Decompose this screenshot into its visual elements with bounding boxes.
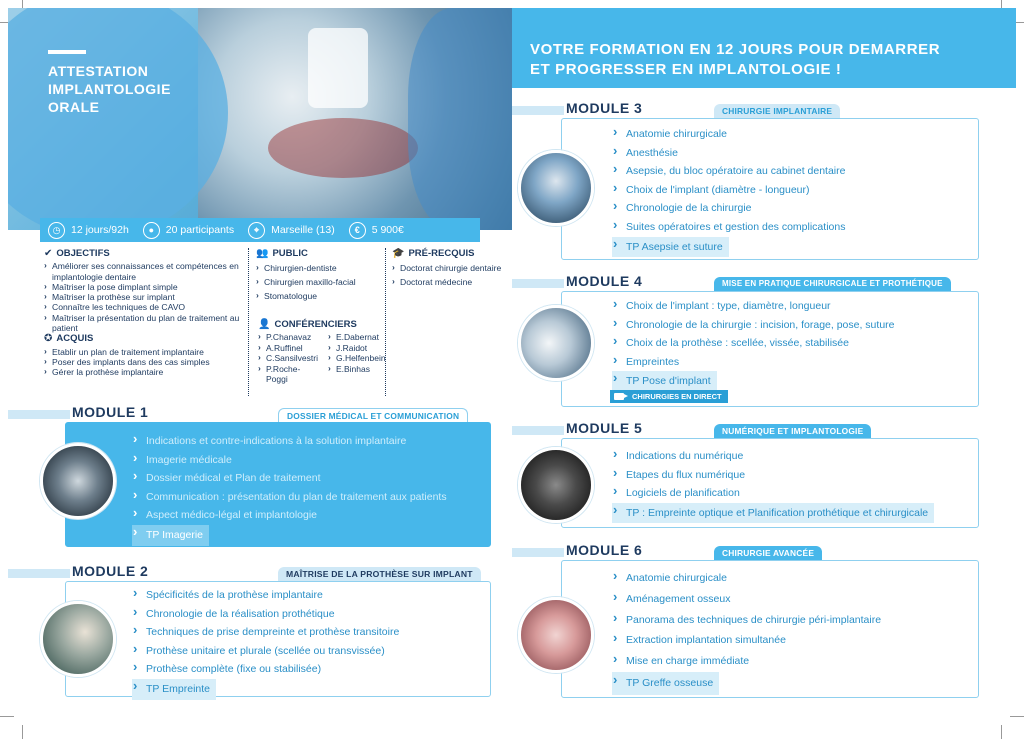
list-item: › Indications du numérique [612,447,934,466]
module-2-box [65,581,491,697]
euro-icon: € [349,222,366,239]
info-bar [40,218,480,242]
crop-mark [1010,716,1024,717]
module-2-header [8,563,208,580]
list-item: › Logiciels de planification [612,484,934,503]
list-item: › Chirurgien maxillo-facial [256,275,381,289]
speaker-name: › J.Raidot [328,343,386,354]
list-item: › Choix de l'implant (diamètre - longueur) [612,181,845,200]
public-section: 👥 PUBLIC › Chirurgien-dentiste › Chirurgien maxillo-facial › Stomatologue [256,249,381,303]
module-tag: NUMÉRIQUE ET IMPLANTOLOGIE [714,424,871,438]
list-item: › Doctorat médecine [392,275,510,289]
module-4-header [512,273,712,290]
module-tag: CHIRURGIE IMPLANTAIRE [714,104,840,118]
list-item: › Extraction implantation simultanée [612,630,881,651]
prerequis-section: 🎓 PRÉ-RECQUIS › Doctorat chirurgie dentaire › Doctorat médecine [392,249,510,289]
list-item: › Communication : présentation du plan de traitement aux patients [132,488,447,507]
tp-badge: › TP Asepsie et suture [612,237,729,258]
list-item: › Spécificités de la prothèse implantaire [132,586,399,605]
list-item: › Imagerie médicale [132,451,447,470]
module-6-header [512,542,712,559]
video-camera-icon [614,393,624,400]
list-item: › Doctorat chirurgie dentaire [392,261,510,275]
module-4-image [518,305,594,381]
module-6-image [518,597,594,673]
list-item: › Stomatologue [256,289,381,303]
list-item: › Poser des implants dans des cas simples [44,357,242,367]
list-item: › Indications et contre-indications à la solution implantaire [132,432,447,451]
module-tag: MAÎTRISE DE LA PROTHÈSE SUR IMPLANT [278,567,481,581]
speaker-name: › A.Ruffinel [258,343,318,354]
speaker-name: › C.Sansilvestri [258,353,318,364]
crop-mark [1001,725,1002,739]
list-item: › Prothèse unitaire et plurale (scellée ou transvissée) [132,642,399,661]
module-5-header [512,420,712,437]
group-icon: 👥 [256,248,269,259]
speaker-name: › E.Dabernat [328,332,386,343]
list-item: › Asepsie, du bloc opératoire au cabinet dentaire [612,162,845,181]
speaker-name: › G.Helfenbein [328,353,386,364]
list-item: › Panorama des techniques de chirurgie péri-implantaire [612,610,881,631]
module-title: MODULE 4 [566,273,643,289]
list-item: › Empreintes [612,353,895,372]
list-item: › Prothèse complète (fixe ou stabilisée) [132,660,399,679]
module-title: MODULE 5 [566,420,643,436]
hero-photo-banner [8,8,512,230]
crop-mark [0,716,14,717]
module-1-box [65,422,491,547]
list-item: › Gérer la prothèse implantaire [44,367,242,377]
speaker-name: › P.Roche-Poggi [258,364,318,385]
clock-icon: ◷ [48,222,65,239]
info-location: ⌖ Marseille (13) [248,222,335,239]
tp-badge: › TP Greffe osseuse [612,672,719,695]
tp-badge: › TP : Empreinte optique et Planification prothétique et chirurgicale [612,503,934,524]
speaker-name: › P.Chanavaz [258,332,318,343]
list-item: › Choix de la prothèse : scellée, vissée, stabilisée [612,334,895,353]
page-title: ATTESTATION IMPLANTOLOGIE ORALE [48,63,171,115]
list-item: › Anatomie chirurgicale [612,568,881,589]
list-item: › Choix de l'implant : type, diamètre, longueur [612,297,895,316]
list-item: › Anesthésie [612,144,845,163]
title-accent-bar [48,50,86,54]
module-title: MODULE 6 [566,542,643,558]
tp-badge: › TP Pose d'implant [612,371,717,392]
module-1-header [8,404,208,421]
speaker-name: › E.Binhas [328,364,386,375]
list-item: › Dossier médical et Plan de traitement [132,469,447,488]
list-item: › Suites opératoires et gestion des complications [612,218,845,237]
module-3-box [561,118,979,260]
person-icon: ● [143,222,160,239]
graduation-cap-icon: 🎓 [392,248,405,259]
list-item: › Mise en charge immédiate [612,651,881,672]
award-icon: ✪ [44,333,53,345]
list-item: › Aspect médico-légal et implantologie [132,506,447,525]
live-surgery-badge: CHIRURGIES EN DIRECT [610,390,728,403]
module-5-box [561,438,979,528]
list-item: › Chronologie de la réalisation prothétique [132,605,399,624]
module-2-image [40,601,116,677]
list-item: › Chirurgien-dentiste [256,261,381,275]
conferenciers-section: 👤 CONFÉRENCIERS › P.Chanavaz › A.Ruffinel › C.Sansilvestri › P.Roche-Poggi › E.Dabernat › J.Raidot › G.Helfenbein › E.Binhas [258,320,383,385]
module-1-image [40,443,116,519]
tp-badge: › TP Empreinte [132,679,216,700]
person-icon: 👤 [258,319,271,330]
list-item: › Chronologie de la chirurgie : incision, forage, pose, suture [612,316,895,335]
right-page-title: VOTRE FORMATION EN 12 JOURS POUR DEMARRER ET PROGRESSER EN IMPLANTOLOGIE ! [530,41,941,78]
module-title: MODULE 2 [72,563,149,579]
module-title: MODULE 3 [566,100,643,116]
crop-mark [22,725,23,739]
module-tag: DOSSIER MÉDICAL ET COMMUNICATION [278,408,468,422]
module-title: MODULE 1 [72,404,149,420]
list-item: › Améliorer ses connaissances et compétences en implantologie dentaire [44,261,242,282]
objectifs-section: ✔ OBJECTIFS › Améliorer ses connaissances et compétences en implantologie dentaire › Maîtriser la pose dimplant simple › Maîtriser la prothèse sur implant › Connaître les techniques de CAVO › Maîtriser la présentation du plan de traitement au patient ✪ ACQUIS › Etablir un plan de traitement implantaire › Poser des implants dans des cas simples › Gérer la prothèse implantaire [44,249,242,378]
list-item: › Techniques de prise dempreinte et prothèse transitoire [132,623,399,642]
tp-badge: › TP Imagerie [132,525,209,546]
module-tag: CHIRURGIE AVANCÉE [714,546,822,560]
module-6-box [561,560,979,698]
list-item: › Anatomie chirurgicale [612,125,845,144]
module-3-image [518,150,594,226]
location-pin-icon: ⌖ [248,222,265,239]
list-item: › Aménagement osseux [612,589,881,610]
list-item: › Chronologie de la chirurgie [612,199,845,218]
info-price: € 5 900€ [349,222,404,239]
list-item: › Connaître les techniques de CAVO [44,302,242,312]
module-3-header [512,100,712,117]
list-item: › Etablir un plan de traitement implantaire [44,347,242,357]
check-icon: ✔ [44,248,53,259]
info-participants: ● 20 participants [143,222,234,239]
module-5-image [518,447,594,523]
list-item: › Maîtriser la pose dimplant simple [44,282,242,292]
module-tag: MISE EN PRATIQUE CHIRURGICALE ET PROTHÉTIQUE [714,277,951,291]
divider [248,248,249,396]
info-duration: ◷ 12 jours/92h [48,222,129,239]
list-item: › Maîtriser la prothèse sur implant [44,292,242,302]
list-item: › Etapes du flux numérique [612,466,934,485]
list-item: › Maîtriser la présentation du plan de traitement au patient [44,313,242,334]
